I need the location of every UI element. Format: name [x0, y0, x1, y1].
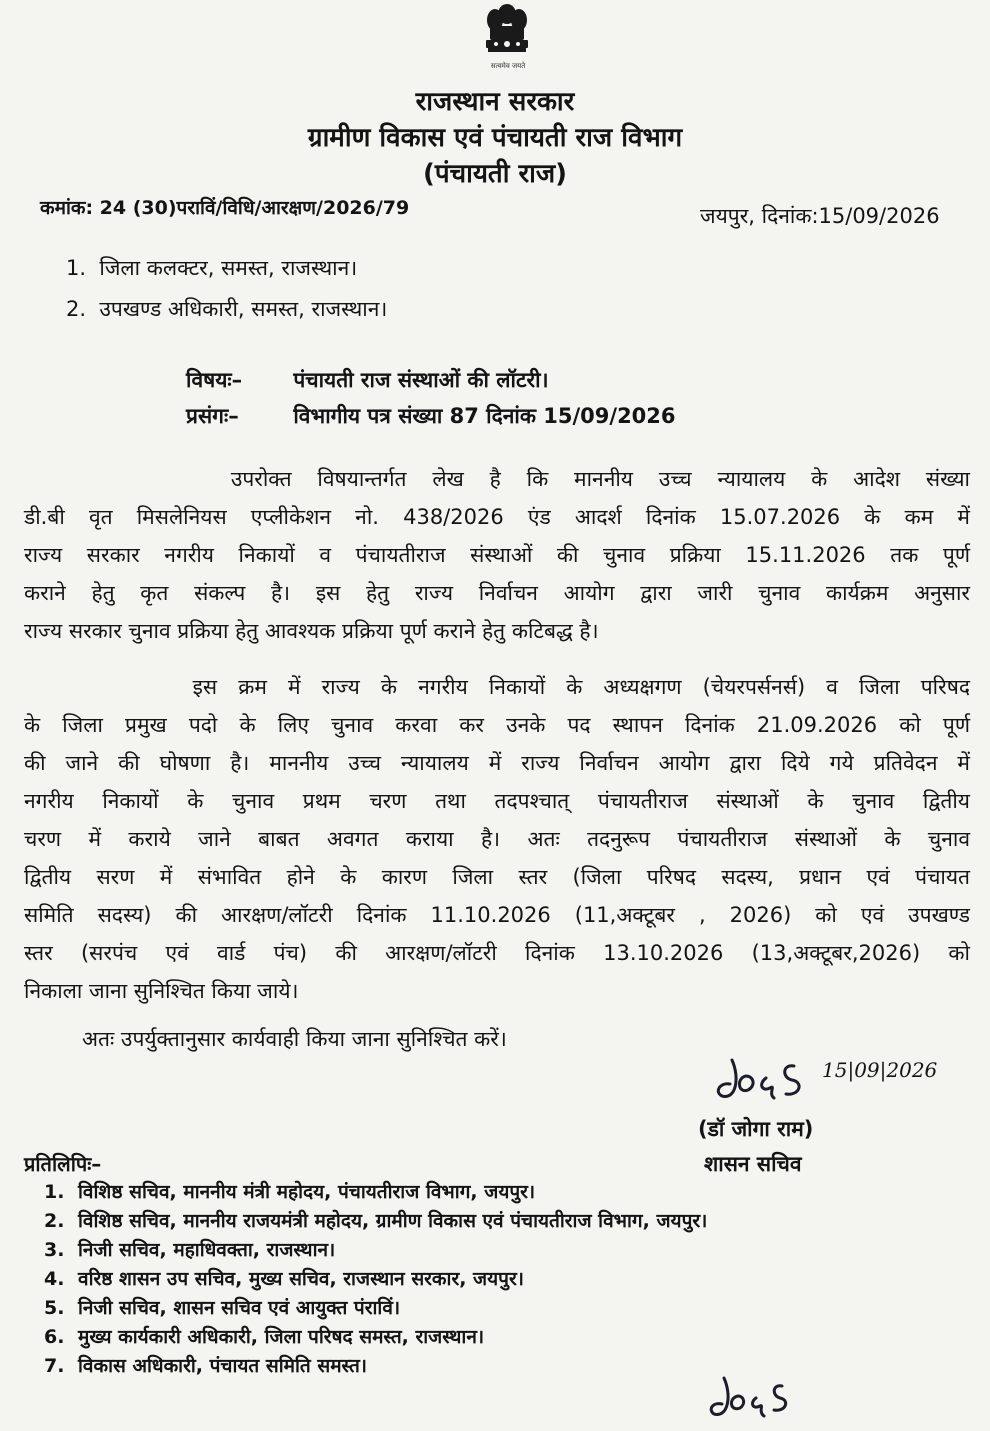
reference-number: कमांक: 24 (30)पराविं/विधि/आरक्षण/2026/79: [40, 197, 410, 219]
paragraph-line: के जिला प्रमुख पदो के लिए चुनाव करवा कर उनके पद स्थापन दिनांक 21.09.2026 को पूर्ण: [24, 713, 971, 737]
paragraph-line: चरण में कराये जाने बाबत अवगत कराया है। अतः तदनुरूप पंचायतीराज संस्थाओं के चुनाव: [24, 827, 970, 851]
addressee-item: [66, 254, 357, 282]
context-text: विभागीय पत्र संख्या 87 दिनांक 15/09/2026: [293, 404, 676, 428]
context-line: [186, 402, 676, 430]
body-paragraph-2: [24, 668, 970, 1010]
item-text: निजी सचिव, महाधिवक्ता, राजस्थान।: [78, 1239, 336, 1261]
body-paragraph-3: अतः उपर्युक्तानुसार कार्यवाही किया जाना सुनिश्चित करें।: [82, 1027, 507, 1051]
signatory-name: (डॉ जोगा राम): [698, 1117, 814, 1141]
list-item: [44, 1352, 707, 1381]
sub-department: (पंचायती राज): [422, 159, 568, 189]
item-text: वरिष्ठ शासन उप सचिव, मुख्य सचिव, राजस्थान सरकार, जयपुर।: [78, 1268, 524, 1290]
item-number: 3.: [44, 1239, 65, 1261]
list-item: [44, 1178, 707, 1207]
emblem-motto: सत्यमेव जयते: [490, 62, 526, 70]
subject-line: [186, 366, 549, 394]
addressee-number: 2.: [66, 297, 87, 321]
item-number: 1.: [44, 1181, 65, 1203]
paragraph-line: निकाला जाना सुनिश्चित किया जाये।: [24, 979, 299, 1003]
list-item: [44, 1236, 707, 1265]
list-item: [44, 1265, 707, 1294]
paragraph-line: समिति सदस्य) की आरक्षण/लॉटरी दिनांक 11.10.2026 (11,अक्टूबर , 2026) को एवं उपखण्ड: [24, 903, 970, 927]
paragraph-line: राज्य सरकार चुनाव प्रक्रिया हेतु आवश्यक प्रक्रिया पूर्ण कराने हेतु कटिबद्ध है।: [24, 619, 599, 643]
list-item: [44, 1323, 707, 1352]
paragraph-line: डी.बी वृत मिसलेनियस एप्लीकेशन नो. 438/2026 एंड आदर्श दिनांक 15.07.2026 के कम में: [24, 505, 970, 529]
addressee-item: [66, 295, 387, 323]
item-text: निजी सचिव, शासन सचिव एवं आयुक्त पंराविं।: [78, 1297, 401, 1319]
subject-label: विषयः–: [186, 368, 243, 392]
paragraph-line: द्वितीय सरण में संभावित होने के कारण जिला स्तर (जिला परिषद सदस्य, प्रधान एवं पंचायत: [24, 865, 970, 889]
item-number: 4.: [44, 1268, 65, 1290]
paragraph-line: उपरोक्त विषयान्तर्गत लेख है कि माननीय उच्च न्यायालय के आदेश संख्या: [24, 467, 970, 491]
paragraph-line: इस क्रम में राज्य के नगरीय निकायों के अध्यक्षगण (चेयरपर्सनर्स) व जिला परिषद: [24, 675, 970, 699]
body-paragraph-1: [24, 460, 970, 650]
item-number: 5.: [44, 1297, 65, 1319]
item-number: 7.: [44, 1355, 65, 1377]
govt-name: राजस्थान सरकार: [415, 87, 575, 117]
initials-mark: [706, 1370, 796, 1428]
item-number: 2.: [44, 1210, 65, 1232]
context-label: प्रसंगः–: [186, 404, 239, 428]
paragraph-line: स्तर (सरपंच एवं वार्ड पंच) की आरक्षण/लॉटरी दिनांक 13.10.2026 (13,अक्टूबर,2026) को: [24, 941, 970, 965]
subject-text: पंचायती राज संस्थाओं की लॉटरी।: [293, 368, 549, 392]
signature-date: 15|09|2026: [822, 1058, 938, 1082]
signature-mark: [712, 1048, 822, 1110]
addressee-text: जिला कलक्टर, समस्त, राजस्थान।: [99, 256, 358, 280]
list-item: [44, 1207, 707, 1236]
addressee-number: 1.: [66, 256, 87, 280]
list-item: [44, 1294, 707, 1323]
paragraph-line: कराने हेतु कृत संकल्प है। इस हेतु राज्य निर्वाचन आयोग द्वारा जारी चुनाव कार्यक्रम अनुसार: [24, 581, 970, 605]
item-text: विशिष्ठ सचिव, माननीय मंत्री महोदय, पंचायतीराज विभाग, जयपुर।: [78, 1181, 536, 1203]
item-number: 6.: [44, 1326, 65, 1348]
item-text: मुख्य कार्यकारी अधिकारी, जिला परिषद समस्त, राजस्थान।: [78, 1326, 485, 1348]
copy-to-list: [44, 1178, 707, 1381]
item-text: विशिष्ठ सचिव, माननीय राजयमंत्री महोदय, ग्रामीण विकास एवं पंचायतीराज विभाग, जयपुर।: [78, 1210, 708, 1232]
copy-to-label: प्रतिलिपिः–: [24, 1152, 102, 1176]
department-name: ग्रामीण विकास एवं पंचायती राज विभाग: [307, 123, 683, 153]
item-text: विकास अधिकारी, पंचायत समिति समस्त।: [78, 1355, 367, 1377]
letter-date: जयपुर, दिनांक:15/09/2026: [700, 204, 940, 228]
paragraph-line: राज्य सरकार नगरीय निकायों व पंचायतीराज संस्थाओं की चुनाव प्रक्रिया 15.11.2026 तक पूर्ण: [24, 543, 970, 567]
paragraph-line: नगरीय निकायों के चुनाव प्रथम चरण तथा तदपश्चात् पंचायतीराज संस्थाओं के चुनाव द्वितीय: [24, 789, 970, 813]
paragraph-line: की जाने की घोषणा है। माननीय उच्च न्यायालय में राज्य निर्वाचन आयोग द्वारा दिये गये प्रतिवेदन में: [24, 751, 970, 775]
addressee-text: उपखण्ड अधिकारी, समस्त, राजस्थान।: [99, 297, 388, 321]
signatory-title: शासन सचिव: [704, 1152, 802, 1176]
